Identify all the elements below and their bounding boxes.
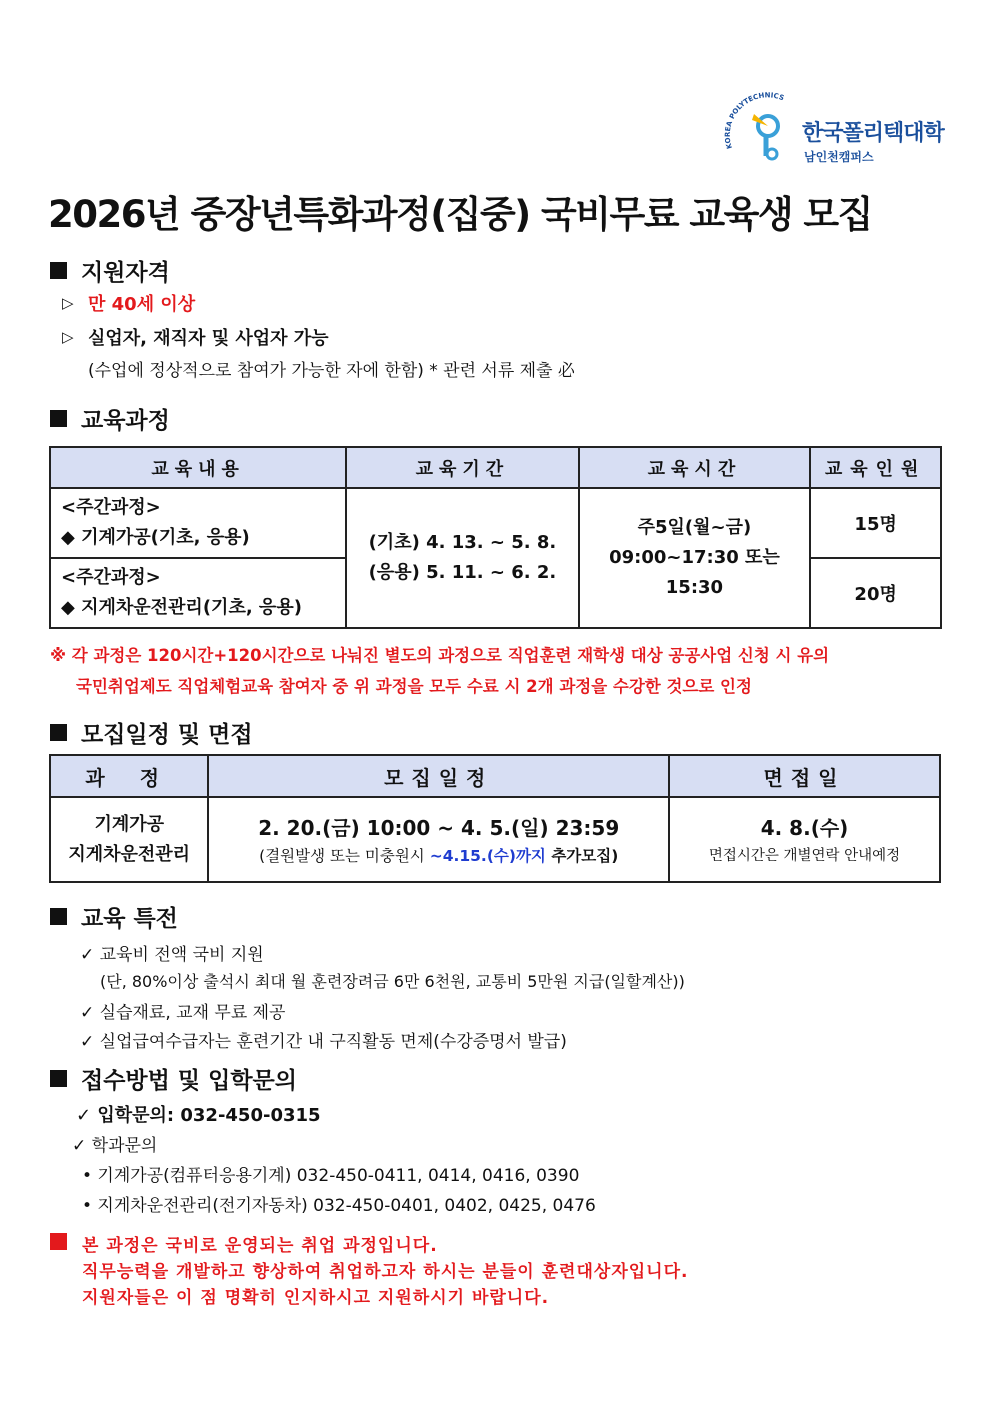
header-period: 교육기간 — [346, 447, 578, 488]
course-name: ◆ 지게차운전관리(기초, 응용) — [61, 597, 302, 618]
header-content: 교육내용 — [50, 447, 346, 488]
count-cell: 20명 — [810, 558, 941, 628]
logo-arc-text: KOREA POLYTECHNICS — [723, 91, 786, 150]
schedule-sub-deadline: ~4.15.(수)까지 — [429, 846, 546, 865]
notice-line: 지원자들은 이 점 명확히 인지하시고 지원하시기 바랍니다. — [82, 1288, 550, 1308]
qualification-age: 만 40세 이상 — [88, 294, 196, 315]
interview-note: 면접시간은 개별연락 안내예정 — [708, 847, 901, 864]
admission-contact: ✓ 입학문의: 032-450-0315 — [76, 1105, 321, 1126]
recruit-table — [49, 754, 941, 883]
time-cell — [579, 488, 811, 628]
section-heading-text: 지원자격 — [81, 260, 170, 286]
schedule-sub — [209, 844, 668, 868]
square-bullet-icon — [50, 410, 67, 427]
dept-contact-item: • 지게차운전관리(전기자동차) 032-450-0401, 0402, 0425, 0476 — [82, 1196, 596, 1216]
recruit-schedule-cell — [208, 797, 669, 882]
table-header-row — [50, 447, 941, 488]
course-table — [49, 446, 942, 629]
header-interview: 면접일 — [669, 755, 940, 797]
section-heading-benefits — [50, 900, 178, 933]
course-note-line2: 국민취업제도 직업체험교육 참여자 중 위 과정을 모두 수료 시 2개 과정을 수강한 것으로 인정 — [76, 677, 752, 696]
recruit-course-2: 지게차운전관리 — [68, 843, 191, 865]
section-heading-text: 교육 특전 — [81, 906, 178, 932]
course-cell — [50, 558, 346, 628]
schedule-main: 2. 20.(금) 10:00 ~ 4. 5.(일) 23:59 — [258, 815, 620, 840]
benefit-item: ✓ 실업급여수급자는 훈련기간 내 구직활동 면제(수강증명서 발급) — [80, 1032, 567, 1052]
dept-contact-item: • 기계가공(컴퓨터응용기계) 032-450-0411, 0414, 0416, 0390 — [82, 1166, 580, 1186]
section-heading-course — [50, 402, 170, 435]
section-heading-text: 접수방법 및 입학문의 — [81, 1068, 297, 1094]
polytechnics-emblem-icon — [722, 88, 812, 168]
course-note-line1: ※ 각 과정은 120시간+120시간으로 나눠진 별도의 과정으로 직업훈련 재학생 대상 공공사업 신청 시 유의 — [50, 646, 830, 665]
square-bullet-icon — [50, 262, 67, 279]
dept-contact-label: ✓ 학과문의 — [72, 1136, 158, 1156]
benefit-item: ✓ 교육비 전액 국비 지원 — [80, 945, 264, 965]
notice-line: 직무능력을 개발하고 향상하여 취업하고자 하시는 분들이 훈련대상자입니다. — [82, 1262, 689, 1282]
count-cell: 15명 — [810, 488, 941, 558]
qualification-note: (수업에 정상적으로 참여가 가능한 자에 한함) * 관련 서류 제출 必 — [88, 361, 575, 381]
interview-cell — [669, 797, 940, 882]
schedule-sub-prefix: (결원발생 또는 미충원시 — [259, 846, 430, 865]
interview-date: 4. 8.(수) — [760, 815, 849, 840]
table-row — [50, 797, 940, 882]
logo-college-name: 한국폴리텍대학 — [802, 121, 944, 146]
course-cell — [50, 488, 346, 558]
page-title: 2026년 중장년특화과정(집중) 국비무료 교육생 모집 — [48, 193, 872, 236]
section-heading-contact — [50, 1062, 297, 1095]
time-hours: 09:00~17:30 또는 15:30 — [609, 547, 780, 598]
square-bullet-icon — [50, 908, 67, 925]
time-days: 주5일(월~금) — [637, 517, 752, 538]
square-bullet-icon — [50, 1070, 67, 1087]
college-logo — [722, 88, 952, 168]
section-heading-recruit — [50, 716, 253, 749]
table-header-row — [50, 755, 940, 797]
schedule-sub-suffix: 추가모집) — [545, 846, 619, 865]
recruit-course-1: 기계가공 — [94, 813, 164, 835]
table-row — [50, 488, 941, 558]
header-schedule: 모집일정 — [208, 755, 669, 797]
period-basic: (기초) 4. 13. ~ 5. 8. — [368, 532, 557, 553]
header-count: 교육인원 — [810, 447, 941, 488]
qualification-status: 실업자, 재직자 및 사업자 가능 — [88, 328, 329, 349]
course-type: <주간과정> — [61, 567, 161, 588]
square-bullet-icon — [50, 724, 67, 741]
header-course: 과 정 — [50, 755, 208, 797]
section-heading-text: 교육과정 — [81, 408, 170, 434]
recruit-course-cell — [50, 797, 208, 882]
course-type: <주간과정> — [61, 497, 161, 518]
course-name: ◆ 기계가공(기초, 응용) — [61, 527, 250, 548]
triangle-bullet-icon: ▷ — [62, 328, 74, 346]
period-cell — [346, 488, 578, 628]
section-heading-text: 모집일정 및 면접 — [81, 722, 253, 748]
triangle-bullet-icon: ▷ — [62, 294, 74, 312]
period-advanced: (응용) 5. 11. ~ 6. 2. — [368, 562, 557, 583]
section-heading-qualification — [50, 254, 170, 287]
header-time: 교육시간 — [579, 447, 811, 488]
benefit-detail: (단, 80%이상 출석시 최대 월 훈련장려금 6만 6천원, 교통비 5만원 지급(일할계산)) — [100, 972, 685, 991]
benefit-item: ✓ 실습재료, 교재 무료 제공 — [80, 1003, 286, 1023]
red-square-icon — [50, 1233, 67, 1250]
notice-line: 본 과정은 국비로 운영되는 취업 과정입니다. — [82, 1236, 438, 1256]
logo-campus-name: 남인천캠퍼스 — [804, 150, 874, 164]
